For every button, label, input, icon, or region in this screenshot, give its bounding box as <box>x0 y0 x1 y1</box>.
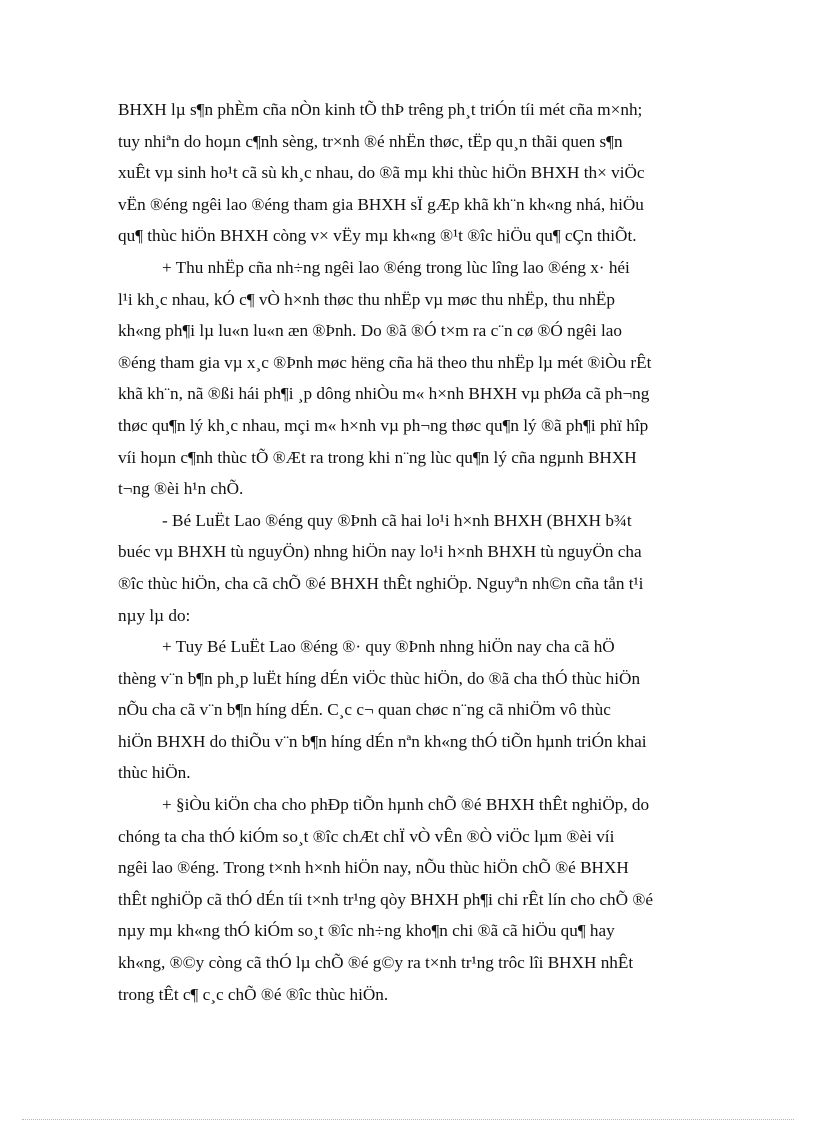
text-line: hiÖn BHXH do thiÕu v¨n b¶n híng dÉn nªn kh«ng thÓ tiÕn hµnh triÓn khai <box>118 731 647 751</box>
text-line: qu¶ thùc hiÖn BHXH còng v× vËy mµ kh«ng ®¹t ®îc hiÖu qu¶ cÇn thiÕt. <box>118 226 637 246</box>
text-line: nÕu cha cã v¨n b¶n híng dÉn. C¸c c¬ quan chøc n¨ng cã nhiÖm vô thùc <box>118 700 611 720</box>
text-line: khã kh¨n, nã ®ßi hái ph¶i ¸p dông nhiÒu m« h×nh BHXH vµ phØa cã ph¬ng <box>118 384 650 404</box>
text-line: nµy lµ do: <box>118 605 191 625</box>
text-line: trong tÊt c¶ c¸c chÕ ®é ®îc thùc hiÖn. <box>118 984 389 1004</box>
page-bottom-divider <box>22 1119 794 1120</box>
text-line: kh«ng ph¶i lµ lu«n lu«n æn ®Þnh. Do ®ã ®Ó t×m ra c¨n cø ®Ó ngêi lao <box>118 321 623 341</box>
text-line: kh«ng, ®©y còng cã thÓ lµ chÕ ®é g©y ra t×nh tr¹ng trôc lîi BHXH nhÊt <box>118 953 634 973</box>
text-line: ®îc thùc hiÖn, cha cã chÕ ®é BHXH thÊt nghiÖp. Nguyªn nh©n cña tån t¹i <box>118 573 644 593</box>
text-line: BHXH lµ s¶n phÈm cña nÒn kinh tÕ thÞ trêng ph¸t triÓn tíi mét cña m×nh; <box>118 100 643 119</box>
text-line: vËn ®éng ngêi lao ®éng tham gia BHXH sÏ gÆp khã kh¨n kh«ng nhá, hiÖu <box>118 194 644 214</box>
text-line: chóng ta cha thÓ kiÓm so¸t ®îc chÆt chÏ vÒ vÊn ®Ò viÖc lµm ®èi víi <box>118 826 615 846</box>
text-line: xuÊt vµ sinh ho¹t cã sù kh¸c nhau, do ®ã mµ khi thùc hiÖn BHXH th× viÖc <box>118 163 645 183</box>
text-line: t¬ng ®èi h¹n chÕ. <box>118 479 244 499</box>
text-line: ngêi lao ®éng. Trong t×nh h×nh hiÖn nay, nÕu thùc hiÖn chÕ ®é BHXH <box>118 858 629 878</box>
text-line: + Thu nhËp cña nh÷ng ngêi lao ®éng trong lùc lîng lao ®éng x· héi <box>162 257 630 277</box>
text-line: ®éng tham gia vµ x¸c ®Þnh møc hëng cña hä theo thu nhËp lµ mét ®iÒu rÊt <box>118 352 652 372</box>
text-line: buéc vµ BHXH tù nguyÖn) nhng hiÖn nay lo¹i h×nh BHXH tù nguyÖn cha <box>118 542 642 562</box>
text-line: thùc hiÖn. <box>118 763 191 783</box>
text-line: + §iÒu kiÖn cha cho phÐp tiÕn hµnh chÕ ®é BHXH thÊt nghiÖp, do <box>162 795 650 815</box>
paragraph-2 <box>118 252 720 505</box>
paragraph-4 <box>118 631 720 789</box>
text-line: l¹i kh¸c nhau, kÓ c¶ vÒ h×nh thøc thu nhËp vµ møc thu nhËp, thu nhËp <box>118 289 616 309</box>
text-line: tuy nhiªn do hoµn c¶nh sèng, tr×nh ®é nhËn thøc, tËp qu¸n thãi quen s¶n <box>118 131 623 151</box>
paragraph-5 <box>118 789 720 1010</box>
text-line: thèng v¨n b¶n ph¸p luËt híng dÉn viÖc thùc hiÖn, do ®ã cha thÓ thùc hiÖn <box>118 668 641 688</box>
text-line: thøc qu¶n lý kh¸c nhau, mçi m« h×nh vµ ph¬ng thøc qu¶n lý ®ã ph¶i phï hîp <box>118 415 649 435</box>
paragraph-3 <box>118 505 720 631</box>
text-line: víi hoµn c¶nh thùc tÕ ®Æt ra trong khi n¨ng lùc qu¶n lý cña ngµnh BHXH <box>118 447 637 467</box>
document-body <box>118 94 720 1010</box>
text-line: thÊt nghiÖp cã thÓ dÉn tíi t×nh tr¹ng qòy BHXH ph¶i chi rÊt lín cho chÕ ®é <box>118 889 654 909</box>
text-line: - Bé LuËt Lao ®éng quy ®Þnh cã hai lo¹i h×nh BHXH (BHXH b¾t <box>162 510 632 530</box>
paragraph-1 <box>118 94 720 252</box>
text-line: nµy mµ kh«ng thÓ kiÓm so¸t ®îc nh÷ng kho¶n chi ®ã cã hiÖu qu¶ hay <box>118 921 615 941</box>
text-line: + Tuy Bé LuËt Lao ®éng ®· quy ®Þnh nhng hiÖn nay cha cã hÖ <box>162 637 615 657</box>
